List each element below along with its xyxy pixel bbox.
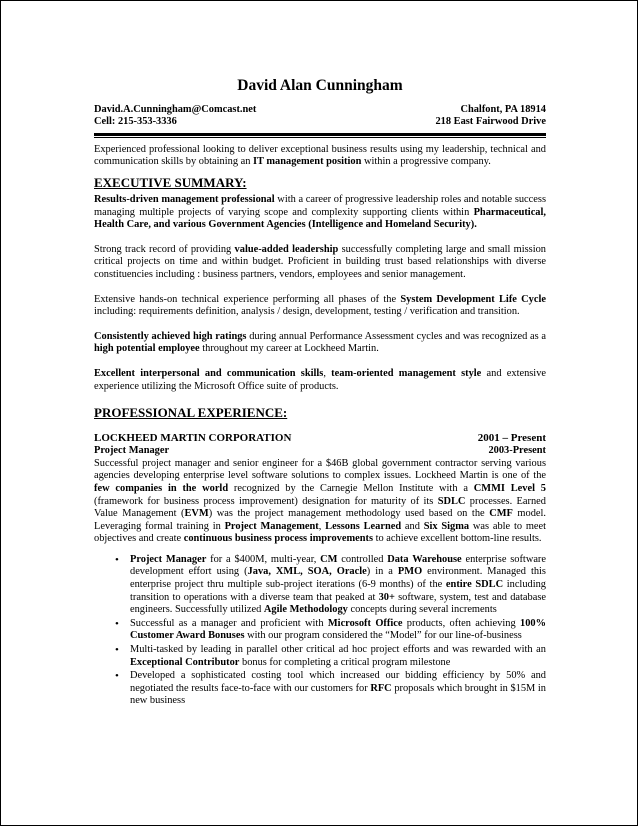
role-row (94, 445, 546, 458)
list-item: • Multi-tasked by leading in parallel other critical ad hoc project efforts and was rewarded with an Exceptional Contributor bonus for completing a critical program milestone (115, 644, 546, 668)
role-years: 2003-Present (488, 445, 546, 457)
list-item: • Project Manager for a $400M, multi-year, CM controlled Data Warehouse enterprise software development effort using (Java, XML, SOA, Oracle) in a PMO environment. Managed this enterprise project thru multiple sub-project iterations (6-9 months) of the entire SDLC including transition to operations with a diverse team that peaked at 30+ software, system, test and database engineers. Successfully utilized Agile Methodology concepts during several increments (115, 553, 547, 616)
company-name: LOCKHEED MARTIN CORPORATION (94, 432, 292, 445)
city-state-zip: Chalfont, PA 18914 (460, 104, 546, 115)
summary-paragraph-4: Consistently achieved high ratings during annual Performance Assessment cycles and was recognized as a high potential employee throughout my career at Lockheed Martin. (94, 330, 547, 355)
summary-paragraph-5: Excellent interpersonal and communication skills, team-oriented management style and extensive experience utilizing the Microsoft Office suite of products. (94, 367, 547, 392)
candidate-name: David Alan Cunningham (237, 77, 403, 94)
header-divider-thin (94, 137, 546, 138)
summary-paragraph-3: Extensive hands-on technical experience performing all phases of the System Development Life Cycle including: requirements definition, analysis / design, development, testing / verification and transition. (94, 293, 546, 318)
email-address[interactable]: David.A.Cunningham@Comcast.net (94, 104, 257, 115)
summary-paragraph-2: Strong track record of providing value-added leadership successfully completing large and small mission critical projects on time and within budget. Proficient in building trust based relationships with diverse constituencies including : business partners, vendors, employees and senior management. (94, 243, 547, 280)
bullet-icon: • (115, 644, 119, 657)
contact-row-2 (94, 116, 546, 128)
resume-content (94, 77, 546, 709)
company-years: 2001 – Present (477, 432, 546, 445)
cell-phone: Cell: 215-353-3336 (94, 116, 177, 128)
professional-experience-heading: PROFESSIONAL EXPERIENCE: (94, 405, 288, 421)
objective-paragraph: Experienced professional looking to deliver exceptional business results using my leadership, technical and communication skills by obtaining an IT management position within a progressive company. (94, 143, 546, 168)
company-row (94, 432, 546, 445)
role-title: Project Manager (94, 445, 170, 457)
bullet-icon: • (115, 553, 119, 566)
executive-summary-heading: EXECUTIVE SUMMARY: (94, 175, 247, 190)
bullet-icon: • (115, 617, 119, 630)
accomplishment-list (94, 554, 546, 708)
list-item: • Successful as a manager and proficient with Microsoft Office products, often achieving 100% Customer Award Bonuses with our program considered the “Model” for our line-of-business (115, 617, 546, 642)
bullet-icon: • (115, 670, 119, 683)
street-address: 218 East Fairwood Drive (435, 116, 546, 128)
contact-row-1 (94, 104, 546, 116)
company-description: Successful project manager and senior engineer for a $46B global government contractor serving various agencies developing enterprise level software solutions to complex issues. Lockheed Martin is one of the few companies in the world recognized by the Carnegie Mellon Institute with a CMMI Level 5 (framework for business process improvement) designation for maturity of its SDLC processes. Earned Value Management (EVM) was the project management methodology used based on the CMF model. Leveraging formal training in Project Management, Lessons Learned and Six Sigma was able to meet objectives and create continuous business process improvements to achieve excellent bottom-line results. (94, 457, 547, 545)
summary-paragraph-1: Results-driven management professional with a career of progressive leadership roles and notable success managing multiple projects of varying scope and complexity supporting clients within Pharmaceutical, Health Care, and various Government Agencies (Intelligence and Homeland Security). (94, 194, 546, 231)
header-divider-thick (94, 133, 546, 136)
list-item: • Developed a sophisticated costing tool which increased our bidding efficiency by 50% and negotiated the results face-to-face with our customers for RFC proposals which brought in $15M in new business (115, 670, 547, 707)
